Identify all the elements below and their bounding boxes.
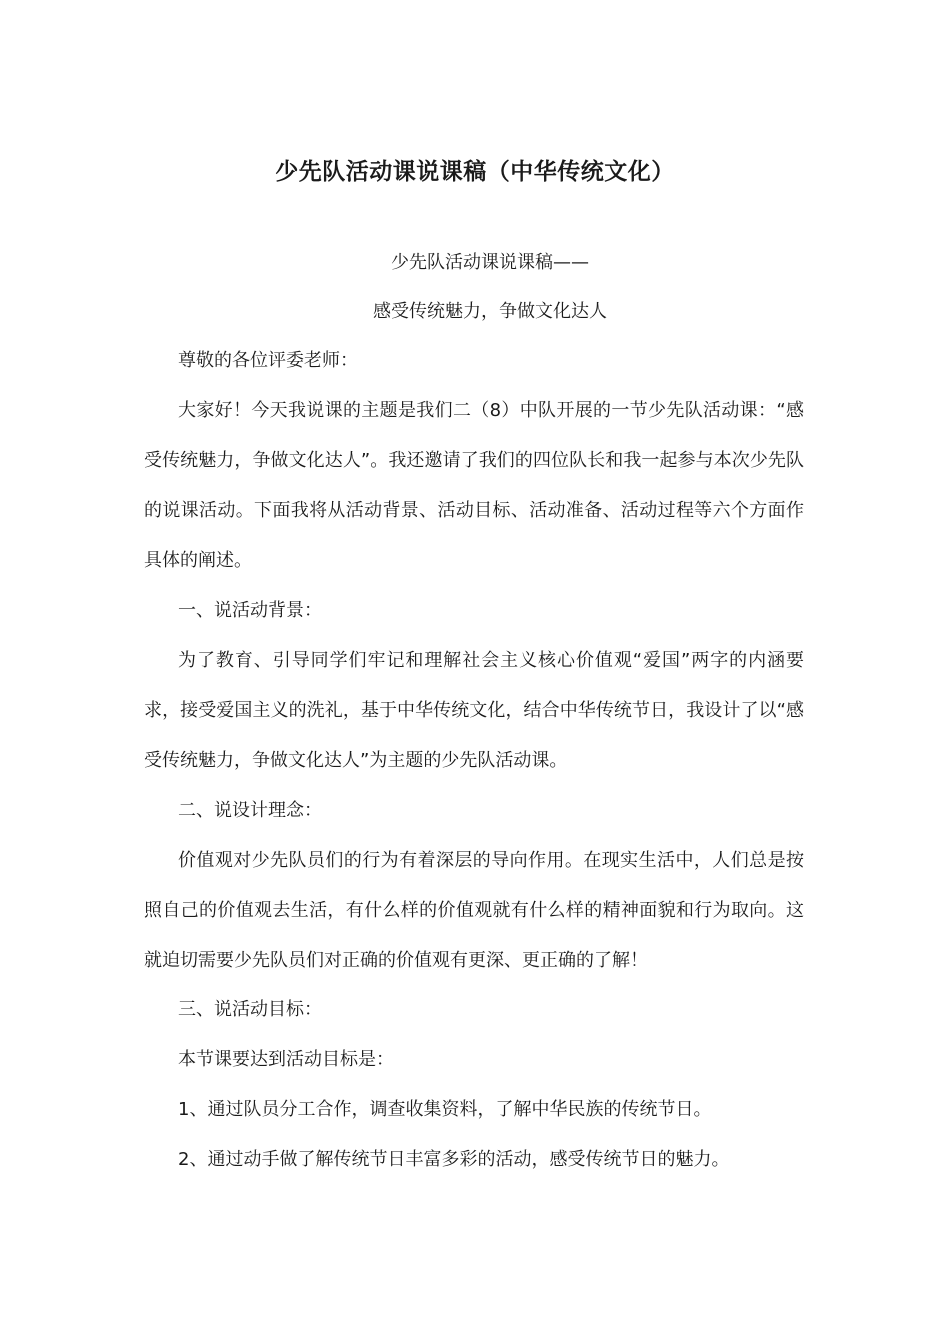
greeting: 尊敬的各位评委老师：	[178, 350, 358, 371]
subtitle-line-2: 感受传统魅力，争做文化达人	[373, 301, 607, 322]
intro-paragraph: 大家好！今天我说课的主题是我们二（8）中队开展的一节少先队活动课：“感受传统魅力，争做文化达人”。我还邀请了我们的四位队长和我一起参与本次少先队的说课活动。下面我将从活动背景、活动目标、活动准备、活动过程等六个方面作具体的阐述。	[144, 400, 804, 571]
goal-item-1: 1、通过队员分工合作，调查收集资料，了解中华民族的传统节日。	[178, 1099, 712, 1120]
section-3-heading: 三、说活动目标：	[178, 999, 322, 1020]
subtitle-line-1: 少先队活动课说课稿——	[391, 252, 589, 273]
goal-item-2: 2、通过动手做了解传统节日丰富多彩的活动，感受传统节日的魅力。	[178, 1149, 730, 1170]
section-1-body: 为了教育、引导同学们牢记和理解社会主义核心价值观“爱国”两字的内涵要求，接受爱国主义的洗礼，基于中华传统文化，结合中华传统节日，我设计了以“感受传统魅力，争做文化达人”为主题的少先队活动课。	[144, 650, 804, 771]
section-2-heading: 二、说设计理念：	[178, 800, 322, 821]
section-2-body: 价值观对少先队员们的行为有着深层的导向作用。在现实生活中，人们总是按照自己的价值观去生活，有什么样的价值观就有什么样的精神面貌和行为取向。这就迫切需要少先队员们对正确的价值观有更深、更正确的了解！	[144, 850, 804, 971]
section-1-heading: 一、说活动背景：	[178, 600, 322, 621]
document-title: 少先队活动课说课稿（中华传统文化）	[275, 159, 675, 185]
section-3-intro: 本节课要达到活动目标是：	[178, 1049, 394, 1070]
